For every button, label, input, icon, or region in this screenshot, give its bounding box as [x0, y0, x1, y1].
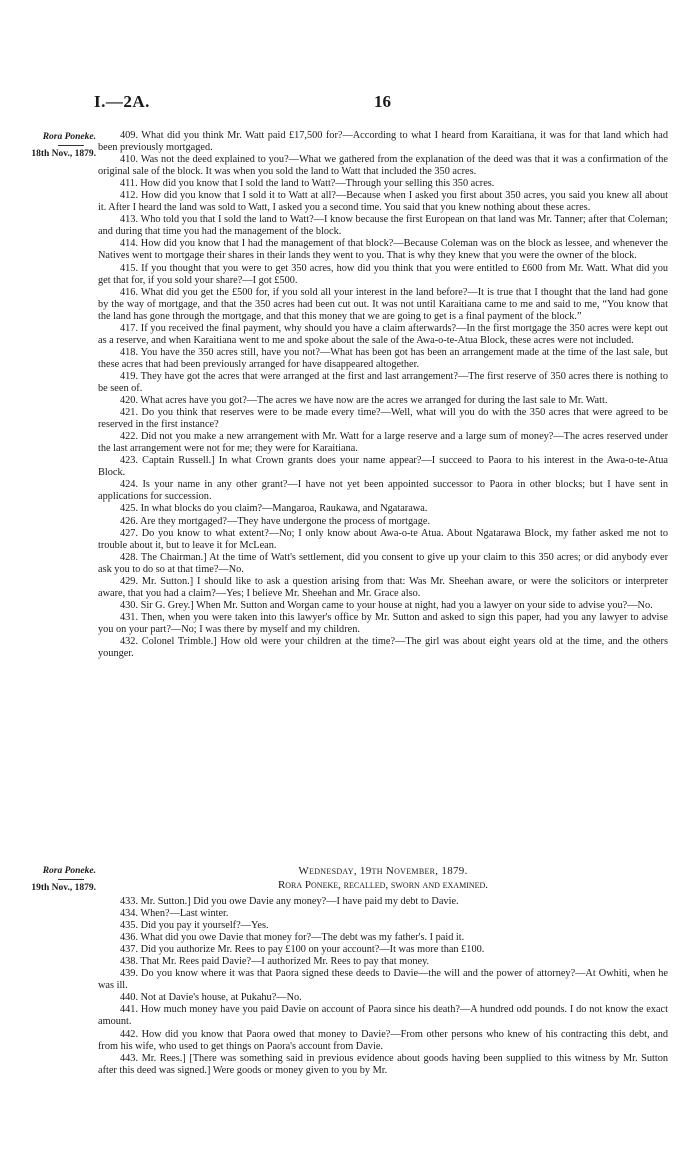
testimony-paragraph: 428. The Chairman.] At the time of Watt's settlement, did you consent to give up your claim to this 350 acres; or did anybody ever ask you to do so at that time?—No. [98, 551, 668, 575]
testimony-paragraph: 432. Colonel Trimble.] How old were your children at the time?—The girl was about eight years old at the time, and the others younger. [98, 635, 668, 660]
testimony-paragraph: 429. Mr. Sutton.] I should like to ask a question arising from that: Was Mr. Sheehan aware, or were the solicitors or interpreter aware, that you had a claim?—Yes; I believe Mr. Sheehan and Mr. Grace also. [98, 575, 668, 599]
testimony-paragraph: 426. Are they mortgaged?—They have undergone the process of mortgage. [120, 515, 431, 527]
margin-divider [58, 145, 84, 146]
page-number: 16 [374, 92, 391, 111]
testimony-paragraph: 421. Do you think that reserves were to be made every time?—Well, what will you do with the 350 acres that were agreed to be reserved in the first instance? [98, 407, 668, 431]
testimony-section-1 [98, 130, 668, 660]
testimony-paragraph: 443. Mr. Rees.] [There was something said in previous evidence about goods having been supplied to this witness by Mr. Sutton after this deed was signed.] Were goods or money given to you by Mr. [98, 1052, 668, 1076]
testimony-paragraph: 409. What did you think Mr. Watt paid £17,500 for?—According to what I heard from Karaitiana, it was for that land which had been previously mortgaged. [98, 130, 668, 154]
margin-note-2 [14, 866, 96, 893]
testimony-paragraph: 422. Did not you make a new arrangement with Mr. Watt for a large reserve and a large sum of money?—The acres reserved under the last arrangement were not for me; they were for Karaitiana. [98, 431, 668, 455]
testimony-paragraph: 416. What did you get the £500 for, if you sold all your interest in the land before?—It is true that I thought that the land had gone by the way of mortgage, and that the 350 acres had been cut out. It was not until Karaitiana came to me and said to me, “You know that the land has gone through the mortgage, and that this money that we are going to get is a final payment of the block.” [98, 286, 668, 322]
testimony-paragraph: 420. What acres have you got?—The acres we have now are the acres we arranged for during the last sale to Mr. Watt. [120, 395, 608, 407]
testimony-paragraph: 427. Do you know to what extent?—No; I only know about Awa-o-te Atua. About Ngatarawa Block, my father asked me not to trouble about it, but to leave it for McLean. [98, 527, 668, 551]
testimony-paragraph: 410. Was not the deed explained to you?—What we gathered from the explanation of the deed was that it was a confirmation of the original sale of the block. It was when you sold the land to Watt that included the 350 acres. [98, 154, 668, 178]
margin-date: 19th Nov., 1879. [31, 883, 96, 893]
testimony-paragraph: 414. How did you know that I had the management of that block?—Because Coleman was on the block as lessee, and whenever the Natives went to mortgage their shares in their lands they went to you. That is why they knew that you were the owner of the block. [98, 238, 668, 262]
testimony-paragraph: 413. Who told you that I sold the land to Watt?—I know because the first European on that land was Mr. Tanner; after that Coleman; and during that time you had the management of the block. [98, 214, 668, 238]
margin-date: 18th Nov., 1879. [31, 149, 96, 159]
testimony-paragraph: 438. That Mr. Rees paid Davie?—I authorized Mr. Rees to pay that money. [120, 956, 430, 968]
testimony-paragraph: 442. How did you know that Paora owed that money to Davie?—From other persons who knew of his contracting this debt, and from his wife, who used to get things on Paora's account from Davie. [98, 1028, 668, 1052]
witness-line: Rora Poneke, recalled, sworn and examined. [277, 879, 489, 891]
testimony-paragraph: 434. When?—Last winter. [120, 908, 229, 920]
testimony-paragraph: 435. Did you pay it yourself?—Yes. [120, 920, 269, 932]
testimony-paragraph: 411. How did you know that I sold the land to Watt?—Through your selling this 350 acres. [120, 178, 495, 190]
testimony-paragraph: 430. Sir G. Grey.] When Mr. Sutton and Worgan came to your house at night, had you a lawyer on your side to advise you?—No. [120, 599, 653, 611]
testimony-paragraph: 423. Captain Russell.] In what Crown grants does your name appear?—I succeed to Paora to his interest in the Awa-o-te-Atua Block. [98, 455, 668, 479]
margin-witness-name: Rora Poneke. [42, 132, 96, 142]
testimony-paragraph: 436. What did you owe Davie that money for?—The debt was my father's. I paid it. [120, 932, 465, 944]
margin-witness-name: Rora Poneke. [42, 866, 96, 876]
margin-note-1 [14, 132, 96, 159]
testimony-paragraph: 418. You have the 350 acres still, have you not?—What has been got has been an arrangement made at the time of the last sale, but these acres that had been previously arranged for have disappeared altogether. [98, 346, 668, 370]
testimony-paragraph: 424. Is your name in any other grant?—I have not yet been appointed successor to Paora in other blocks; but I have sent in applications for succession. [98, 479, 668, 503]
testimony-paragraph: 433. Mr. Sutton.] Did you owe Davie any money?—I have paid my debt to Davie. [120, 896, 459, 907]
testimony-paragraph: 437. Did you authorize Mr. Rees to pay £100 on your account?—It was more than £100. [120, 944, 485, 956]
testimony-paragraph: 440. Not at Davie's house, at Pukahu?—No. [120, 992, 302, 1004]
testimony-paragraph: 439. Do you know where it was that Paora signed these deeds to Davie—the will and the power of attorney?—At Owhiti, when he was ill. [98, 968, 668, 992]
testimony-paragraph: 415. If you thought that you were to get 350 acres, how did you think that you were entitled to £600 from Mr. Watt. What did you get that for, if you sold your share?—I got £500. [98, 262, 668, 286]
session-date: Wednesday, 19th November, 1879. [298, 865, 468, 877]
testimony-paragraph: 412. How did you know that I sold it to Watt at all?—Because when I asked you first about 350 acres, you said you knew all about it. After I heard the land was sold to Watt, I asked you a second time. You said that you knew nothing about these acres. [98, 190, 668, 214]
testimony-paragraph: 419. They have got the acres that were arranged at the first and last arrangement?—The first reserve of 350 acres there is nothing to be seen of. [98, 370, 668, 394]
margin-divider [58, 879, 84, 880]
page-id: I.—2A. [94, 92, 150, 111]
page-header [94, 92, 654, 118]
testimony-paragraph: 417. If you received the final payment, why should you have a claim afterwards?—In the first mortgage the 350 acres were kept out as a reserve, and when Karaitiana went to me and spoke about the sale of the Awa-o-te-Atua Block, these acres were not included. [98, 322, 668, 346]
testimony-section-2 [98, 896, 668, 1077]
testimony-paragraph: 441. How much money have you paid Davie on account of Paora since his death?—A hundred odd pounds. I do not know the exact amount. [98, 1004, 668, 1028]
testimony-paragraph: 431. Then, when you were taken into this lawyer's office by Mr. Sutton and asked to sign this paper, had you any lawyer to advise you on your part?—No; I was there by myself and my children. [98, 611, 668, 635]
session-heading [98, 864, 668, 892]
testimony-paragraph: 425. In what blocks do you claim?—Mangaroa, Raukawa, and Ngatarawa. [120, 503, 428, 515]
